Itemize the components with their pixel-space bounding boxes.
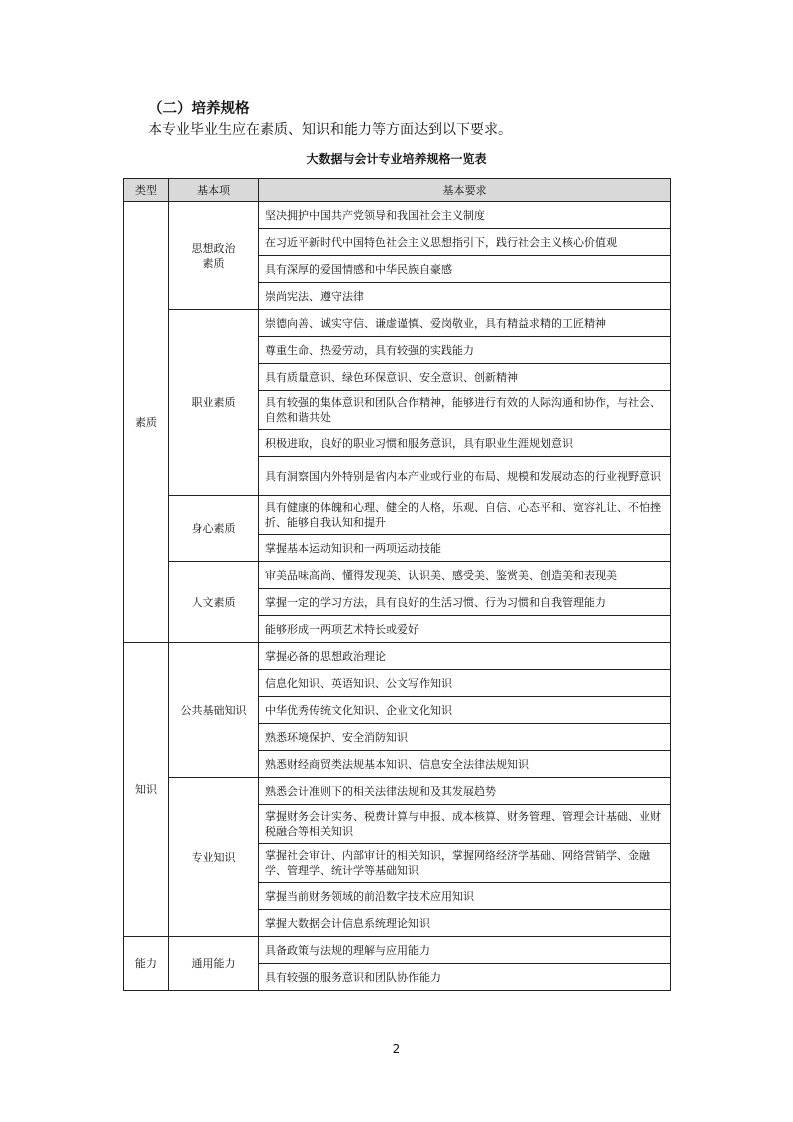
item-general-ability: 通用能力 (169, 937, 259, 991)
requirement-cell: 熟悉财经商贸类法规基本知识、信息安全法律法规知识 (259, 751, 671, 778)
requirement-cell: 熟悉会计准则下的相关法律法规和及其发展趋势 (259, 778, 671, 805)
category-knowledge: 知识 (124, 643, 169, 937)
item-specialized: 专业知识 (169, 778, 259, 937)
requirement-cell: 审美品味高尚、懂得发现美、认识美、感受美、鉴赏美、创造美和表现美 (259, 562, 671, 589)
requirement-cell: 具有质量意识、绿色环保意识、安全意识、创新精神 (259, 364, 671, 391)
table-row (124, 562, 671, 589)
requirement-cell: 具有较强的服务意识和团队协作能力 (259, 964, 671, 991)
requirement-cell: 掌握一定的学习方法，具有良好的生活习惯、行为习惯和自我管理能力 (259, 589, 671, 616)
item-humanistic: 人文素质 (169, 562, 259, 643)
requirement-cell: 具备政策与法规的理解与应用能力 (259, 937, 671, 964)
requirement-cell: 崇尚宪法、遵守法律 (259, 283, 671, 310)
table-title: 大数据与会计专业培养规格一览表 (306, 152, 487, 166)
table-row (124, 643, 671, 670)
requirement-cell: 具有洞察国内外特别是省内本产业或行业的布局、规模和发展动态的行业视野意识 (259, 457, 671, 496)
requirement-cell: 掌握基本运动知识和一两项运动技能 (259, 535, 671, 562)
requirement-cell: 具有深厚的爱国情感和中华民族自豪感 (259, 256, 671, 283)
item-physical: 身心素质 (169, 496, 259, 562)
requirement-cell: 在习近平新时代中国特色社会主义思想指引下，践行社会主义核心价值观 (259, 229, 671, 256)
header-requirement: 基本要求 (259, 179, 671, 202)
header-type: 类型 (124, 179, 169, 202)
requirement-cell: 能够形成一两项艺术特长或爱好 (259, 616, 671, 643)
requirement-cell: 崇德向善、诚实守信、谦虚谨慎、爱岗敬业，具有精益求精的工匠精神 (259, 310, 671, 337)
requirement-cell: 积极进取，良好的职业习惯和服务意识，具有职业生涯规划意识 (259, 430, 671, 457)
item-public-basic: 公共基础知识 (169, 643, 259, 778)
header-item: 基本项 (169, 179, 259, 202)
requirement-cell: 中华优秀传统文化知识、企业文化知识 (259, 697, 671, 724)
item-political: 思想政治 素质 (169, 202, 259, 310)
table-header-row (124, 179, 671, 202)
intro-paragraph: 本专业毕业生应在素质、知识和能力等方面达到以下要求。 (148, 122, 512, 138)
requirement-cell: 具有健康的体魄和心理、健全的人格，乐观、自信、心态平和、宽容礼让、不怕挫折、能够自我认知和提升 (259, 496, 671, 535)
requirement-cell: 具有较强的集体意识和团队合作精神，能够进行有效的人际沟通和协作，与社会、自然和谐共处 (259, 391, 671, 430)
item-professional: 职业素质 (169, 310, 259, 496)
section-heading: （二）培养规格 (148, 101, 250, 117)
table-row (124, 202, 671, 229)
page-number: 2 (392, 1042, 401, 1056)
table-row (124, 778, 671, 805)
category-ability: 能力 (124, 937, 169, 991)
requirement-cell: 尊重生命、热爱劳动，具有较强的实践能力 (259, 337, 671, 364)
requirement-cell: 信息化知识、英语知识、公文写作知识 (259, 670, 671, 697)
requirement-cell: 掌握社会审计、内部审计的相关知识，掌握网络经济学基础、网络营销学、金融学、管理学、统计学等基础知识 (259, 844, 671, 883)
table-row (124, 496, 671, 535)
training-spec-table (123, 178, 671, 991)
table-row (124, 937, 671, 964)
requirement-cell: 坚决拥护中国共产党领导和我国社会主义制度 (259, 202, 671, 229)
requirement-cell: 熟悉环境保护、安全消防知识 (259, 724, 671, 751)
requirement-cell: 掌握当前财务领域的前沿数字技术应用知识 (259, 883, 671, 910)
category-quality: 素质 (124, 202, 169, 643)
table-row (124, 310, 671, 337)
requirement-cell: 掌握财务会计实务、税费计算与申报、成本核算、财务管理、管理会计基础、业财税融合等相关知识 (259, 805, 671, 844)
requirement-cell: 掌握大数据会计信息系统理论知识 (259, 910, 671, 937)
requirement-cell: 掌握必备的思想政治理论 (259, 643, 671, 670)
